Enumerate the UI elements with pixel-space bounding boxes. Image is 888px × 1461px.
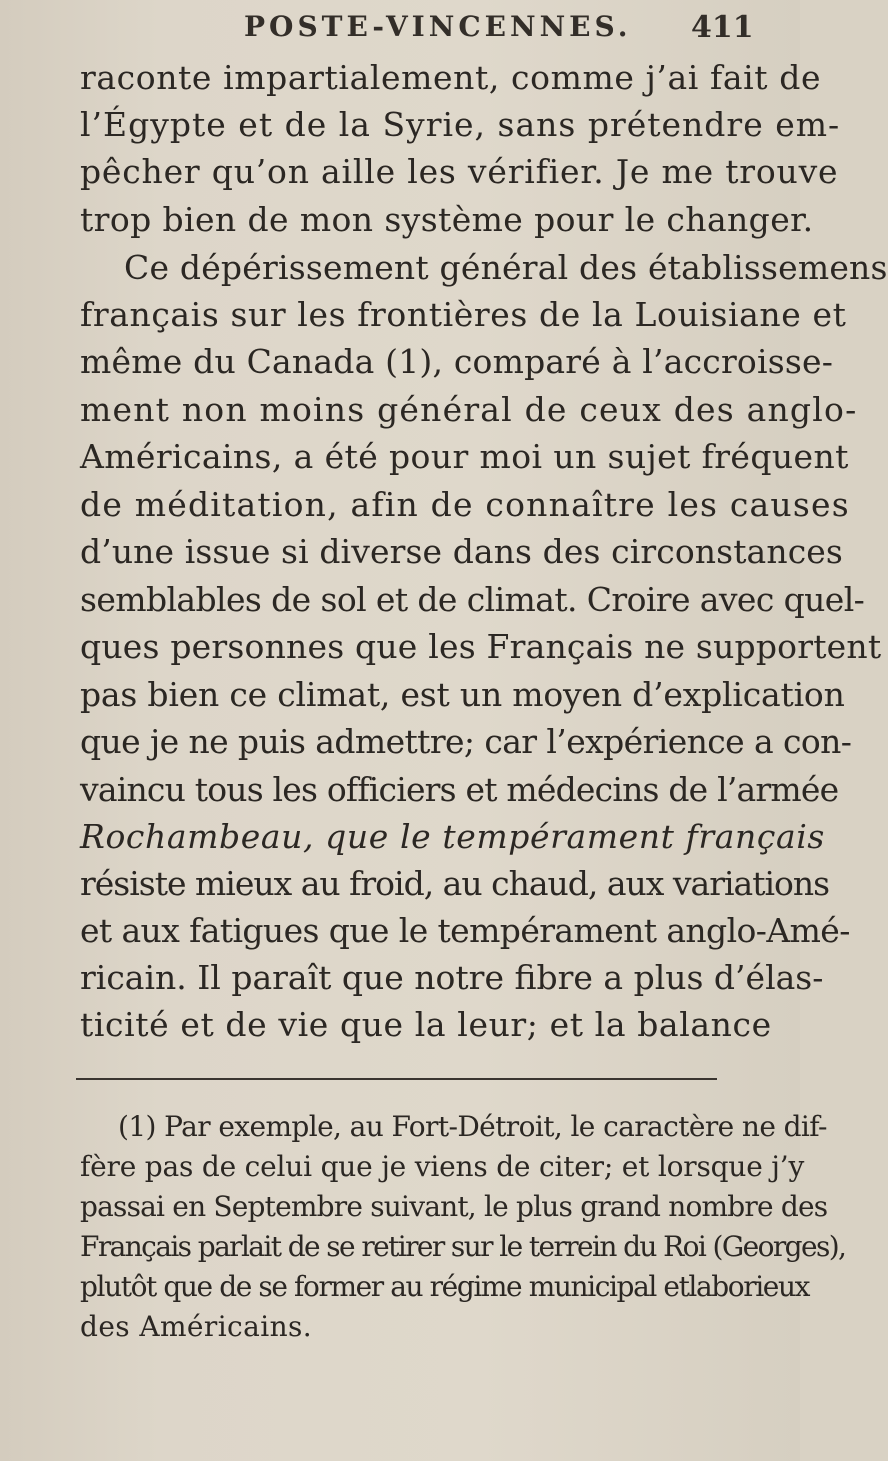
footnote-line: des Américains. [80,1310,313,1343]
text-line: Ce dépérissement général des établissemens [124,248,888,287]
text-line: ticité et de vie que la leur; et la balance [80,1005,772,1044]
text-line: l’Égypte et de la Syrie, sans prétendre em- [80,105,841,144]
text-line: ricain. Il paraît que notre fibre a plus d’élas- [80,958,824,997]
text-line: même du Canada (1), comparé à l’accroisse- [80,342,834,381]
footnote-line: Français parlait de se retirer sur le terrein du Roi (Georges), [80,1230,846,1263]
footnote-line: plutôt que de se former au régime municipal etlaborieux [80,1270,809,1303]
text-line: semblables de sol et de climat. Croire avec quel- [80,580,865,619]
text-line: résiste mieux au froid, au chaud, aux variations [80,864,830,903]
text-line: de méditation, afin de connaître les causes [80,485,850,524]
footnote-rule [255,1078,717,1080]
page-number: 411 [691,10,754,45]
text-line: pêcher qu’on aille les vérifier. Je me trouve [80,152,839,191]
text-line: ques personnes que les Français ne supportent [80,627,882,666]
text-line: Rochambeau, que le tempérament français [80,817,825,856]
text-line: d’une issue si diverse dans des circonstances [80,532,843,571]
footnote-line: passai en Septembre suivant, le plus grand nombre des [80,1190,828,1223]
text-line: ment non moins général de ceux des anglo- [80,390,858,429]
text-line: et aux fatigues que le tempérament anglo-Amé- [80,911,850,950]
footnote-line: fère pas de celui que je viens de citer; et lorsque j’y [80,1150,805,1183]
footnote-rule-left [76,1078,256,1080]
footnote-line: (1) Par exemple, au Fort-Détroit, le caractère ne dif- [118,1110,827,1143]
page-header [0,2,800,52]
text-line: raconte impartialement, comme j’ai fait de [80,58,822,97]
text-line: français sur les frontières de la Louisiane et [80,295,847,334]
running-head: POSTE-VINCENNES. [244,10,632,43]
text-line: que je ne puis admettre; car l’expérience a con- [80,722,852,761]
text-line: vaincu tous les officiers et médecins de l’armée [80,770,839,809]
text-line: pas bien ce climat, est un moyen d’explication [80,675,845,714]
text-line: Américains, a été pour moi un sujet fréquent [80,437,849,476]
text-line: trop bien de mon système pour le changer. [80,200,814,239]
